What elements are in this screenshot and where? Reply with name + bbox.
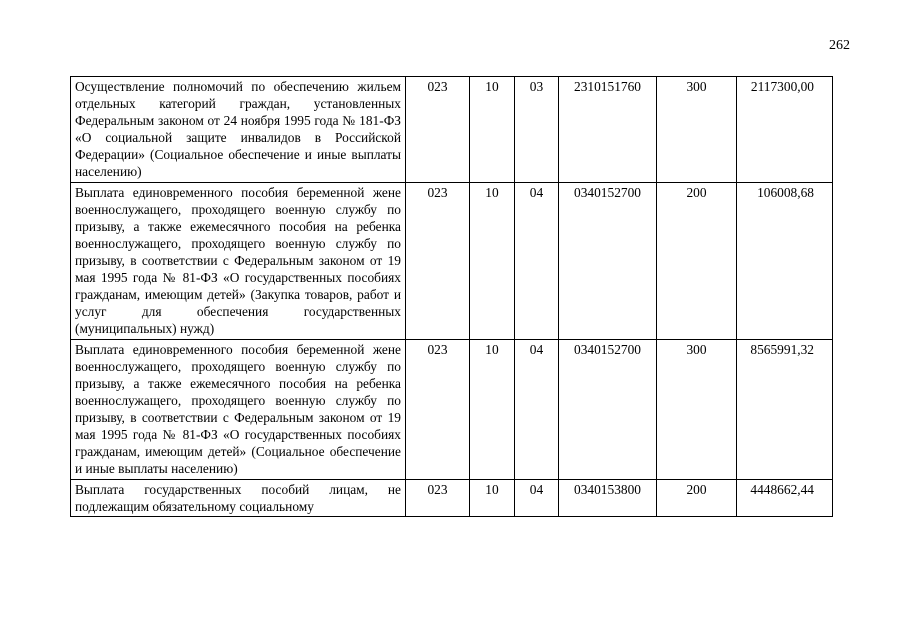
row-description: Выплата единовременного пособия беременной жене военнослужащего, проходящего военную службу по призыву, а также ежемесячного пособия на ребенка военнослужащего, проходящего военную службу по призыву, в соответствии с Федеральным законом от 19 мая 1995 года № 81-ФЗ «О государственных пособиях гражданам, имеющим детей» (Социальное обеспечение и иные выплаты населению) xyxy=(71,340,406,480)
table-row xyxy=(71,480,833,517)
subsection-code: 03 xyxy=(515,77,559,183)
expense-type-code: 200 xyxy=(657,480,737,517)
ministry-code: 023 xyxy=(406,480,470,517)
subsection-code: 04 xyxy=(515,183,559,340)
expense-type-code: 300 xyxy=(657,77,737,183)
target-article-code: 0340153800 xyxy=(559,480,657,517)
target-article-code: 0340152700 xyxy=(559,183,657,340)
amount: 2117300,00 xyxy=(737,77,833,183)
target-article-code: 2310151760 xyxy=(559,77,657,183)
amount: 8565991,32 xyxy=(737,340,833,480)
row-description: Выплата государственных пособий лицам, не подлежащим обязательному социальному xyxy=(75,482,401,514)
amount: 106008,68 xyxy=(737,183,833,340)
row-description-cell xyxy=(71,480,406,517)
table-row xyxy=(71,340,833,480)
row-description: Выплата единовременного пособия беременной жене военнослужащего, проходящего военную службу по призыву, а также ежемесячного пособия на ребенка военнослужащего, проходящего военную службу по призыву, в соответствии с Федеральным законом от 19 мая 1995 года № 81-ФЗ «О государственных пособиях гражданам, имеющим детей» (Закупка товаров, работ и услуг для обеспечения государственных (муниципальных) нужд) xyxy=(71,183,406,340)
section-code: 10 xyxy=(470,340,515,480)
row-description: Осуществление полномочий по обеспечению жильем отдельных категорий граждан, установленных Федеральным законом от 24 ноября 1995 года № 181-ФЗ «О социальной защите инвалидов в Российской Федерации» (Социальное обеспечение и иные выплаты населению) xyxy=(71,77,406,183)
subsection-code: 04 xyxy=(515,480,559,517)
budget-table xyxy=(70,76,832,517)
expense-type-code: 200 xyxy=(657,183,737,340)
table-row xyxy=(71,77,833,183)
subsection-code: 04 xyxy=(515,340,559,480)
expense-type-code: 300 xyxy=(657,340,737,480)
page-number: 262 xyxy=(829,38,850,53)
section-code: 10 xyxy=(470,77,515,183)
section-code: 10 xyxy=(470,183,515,340)
table-row xyxy=(71,183,833,340)
target-article-code: 0340152700 xyxy=(559,340,657,480)
amount: 4448662,44 xyxy=(737,480,833,517)
ministry-code: 023 xyxy=(406,340,470,480)
ministry-code: 023 xyxy=(406,77,470,183)
ministry-code: 023 xyxy=(406,183,470,340)
section-code: 10 xyxy=(470,480,515,517)
